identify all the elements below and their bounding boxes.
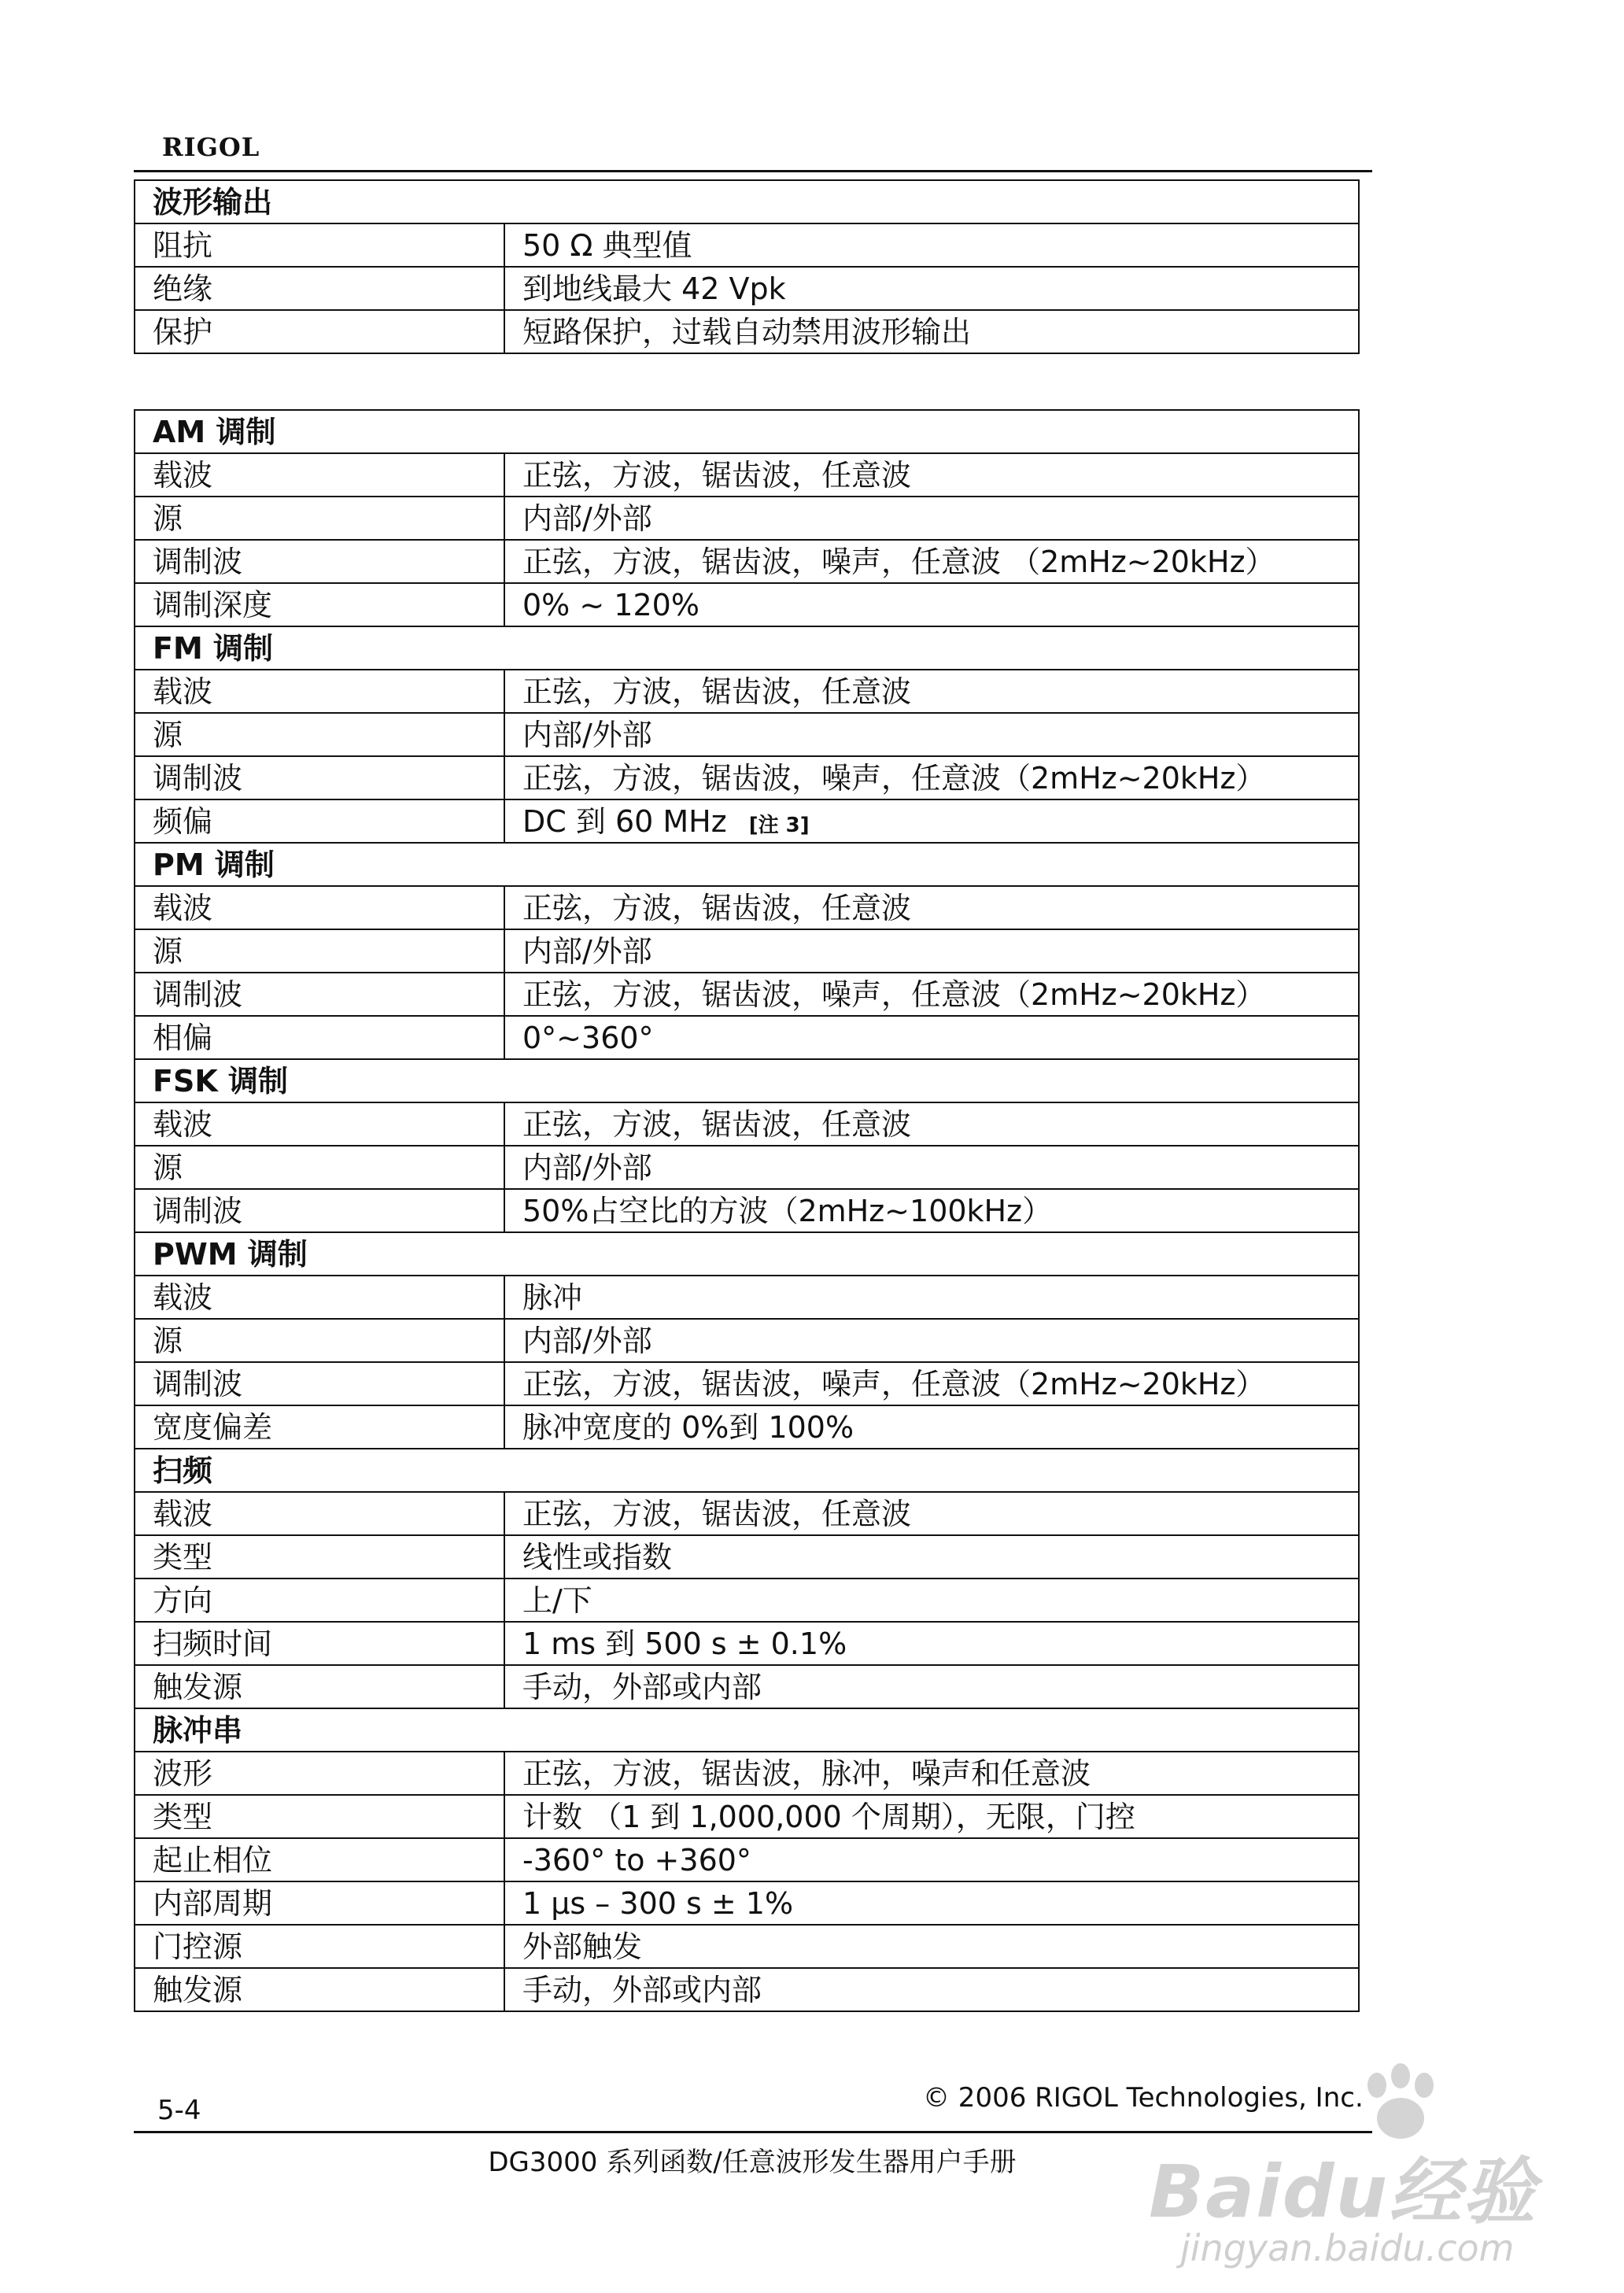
spec-row [135, 1881, 1359, 1925]
spec-value: 0% ~ 120% [522, 587, 699, 622]
spec-row [135, 540, 1359, 583]
spec-value: 手动，外部或内部 [522, 1972, 762, 2007]
spec-value-cell [504, 1492, 1359, 1535]
spec-row [135, 1925, 1359, 1968]
spec-row [135, 1665, 1359, 1708]
waveform-output-table-body [135, 180, 1359, 353]
spec-value: 正弦，方波，锯齿波，任意波 [522, 674, 912, 709]
modulation-spec-table-body [135, 410, 1359, 2011]
spec-value: 内部/外部 [522, 933, 652, 969]
section-title: PWM 调制 [135, 1232, 1359, 1276]
spec-row [135, 756, 1359, 799]
spec-label: 载波 [135, 886, 504, 929]
spec-value: 计数 （1 到 1,000,000 个周期），无限，门控 [522, 1799, 1135, 1834]
spec-row [135, 1838, 1359, 1881]
spec-value-cell [504, 1276, 1359, 1319]
spec-value-cell [504, 1795, 1359, 1838]
spec-label: 调制波 [135, 756, 504, 799]
spec-value: 0°~360° [522, 1020, 654, 1055]
spec-value-cell [504, 886, 1359, 929]
spec-value: 手动，外部或内部 [522, 1669, 762, 1704]
spec-row [135, 1968, 1359, 2011]
spec-value: 50%占空比的方波（2mHz~100kHz） [522, 1193, 1053, 1228]
spec-label: 触发源 [135, 1968, 504, 2011]
spec-row [135, 799, 1359, 843]
spec-row [135, 1276, 1359, 1319]
watermark [1149, 2062, 1589, 2274]
manual-title: DG3000 系列函数/任意波形发生器用户手册 [488, 2147, 1017, 2178]
spec-value: -360° to +360° [522, 1842, 751, 1878]
spec-value-cell [504, 799, 1359, 843]
section-header-row [135, 180, 1359, 223]
spec-value: 脉冲宽度的 0%到 100% [522, 1409, 854, 1445]
spec-row [135, 310, 1359, 353]
spec-value: 正弦，方波，锯齿波，脉冲，噪声和任意波 [522, 1756, 1091, 1791]
spec-value-cell [504, 973, 1359, 1016]
spec-value: 内部/外部 [522, 1150, 652, 1185]
spec-label: 方向 [135, 1579, 504, 1622]
spec-row [135, 1362, 1359, 1405]
spec-value-cell [504, 1102, 1359, 1146]
spec-label: 调制波 [135, 540, 504, 583]
spec-value: 正弦，方波，锯齿波，噪声，任意波（2mHz~20kHz） [522, 977, 1266, 1012]
spec-row [135, 267, 1359, 310]
spec-row [135, 1016, 1359, 1059]
spec-label: 类型 [135, 1795, 504, 1838]
spec-value-cell [504, 1016, 1359, 1059]
spec-label: 源 [135, 497, 504, 540]
spec-value: 脉冲 [522, 1279, 583, 1315]
section-header-row [135, 1232, 1359, 1276]
spec-row [135, 713, 1359, 756]
spec-value-cell [504, 1535, 1359, 1579]
spec-value: 50 Ω 典型值 [522, 227, 692, 263]
spec-value-cell [504, 540, 1359, 583]
spec-label: 载波 [135, 1102, 504, 1146]
spec-value: 上/下 [522, 1582, 592, 1618]
spec-value-cell [504, 713, 1359, 756]
spec-row [135, 1622, 1359, 1665]
spec-value: 正弦，方波，锯齿波，任意波 [522, 1106, 912, 1142]
spec-row [135, 1319, 1359, 1362]
spec-value: 正弦，方波，锯齿波，任意波 [522, 1496, 912, 1531]
spec-value-cell [504, 223, 1359, 267]
spec-value: 到地线最大 42 Vpk [522, 271, 786, 306]
spec-value-cell [504, 670, 1359, 713]
spec-value-cell [504, 1665, 1359, 1708]
spec-value-cell [504, 1622, 1359, 1665]
spec-value: 线性或指数 [522, 1539, 673, 1575]
spec-row [135, 1579, 1359, 1622]
spec-value-cell [504, 1925, 1359, 1968]
spec-value-cell [504, 1881, 1359, 1925]
section-title: 波形输出 [135, 180, 1359, 223]
spec-label: 阻抗 [135, 223, 504, 267]
spec-label: 波形 [135, 1752, 504, 1795]
spec-row [135, 1102, 1359, 1146]
section-header-row [135, 843, 1359, 886]
spec-label: 源 [135, 1146, 504, 1189]
spec-row [135, 583, 1359, 626]
watermark-logo: Baidu经验 [1149, 2150, 1537, 2234]
section-header-row [135, 1708, 1359, 1752]
spec-label: 相偏 [135, 1016, 504, 1059]
spec-value: 正弦，方波，锯齿波，噪声，任意波（2mHz~20kHz） [522, 1366, 1266, 1401]
spec-value: 正弦，方波，锯齿波，任意波 [522, 457, 912, 493]
spec-value-cell [504, 1405, 1359, 1449]
footnote-ref: [注 3] [748, 813, 810, 837]
spec-value: 内部/外部 [522, 1323, 652, 1358]
spec-row [135, 1492, 1359, 1535]
spec-value-cell [504, 1579, 1359, 1622]
spec-value-cell [504, 1838, 1359, 1881]
section-title: FM 调制 [135, 626, 1359, 670]
spec-value: 1 ms 到 500 s ± 0.1% [522, 1626, 847, 1661]
spec-row [135, 223, 1359, 267]
spec-label: 载波 [135, 453, 504, 497]
spec-label: 内部周期 [135, 1881, 504, 1925]
header-rule [134, 170, 1372, 172]
spec-value: 正弦，方波，锯齿波，噪声，任意波（2mHz~20kHz） [522, 760, 1266, 796]
spec-value-cell [504, 1968, 1359, 2011]
spec-value: 内部/外部 [522, 500, 652, 536]
spec-value-cell [504, 1752, 1359, 1795]
spec-label: 门控源 [135, 1925, 504, 1968]
spec-value: DC 到 60 MHz [522, 803, 727, 839]
spec-label: 载波 [135, 670, 504, 713]
spec-value: 外部触发 [522, 1929, 643, 1964]
spec-label: 源 [135, 929, 504, 973]
spec-row [135, 453, 1359, 497]
spec-row [135, 1405, 1359, 1449]
section-header-row [135, 626, 1359, 670]
spec-row [135, 929, 1359, 973]
copyright-notice: © 2006 RIGOL Technologies, Inc. [923, 2082, 1364, 2114]
spec-value-cell [504, 267, 1359, 310]
spec-value: 正弦，方波，锯齿波，噪声，任意波 （2mHz~20kHz） [522, 544, 1275, 579]
spec-row [135, 1146, 1359, 1189]
spec-label: 源 [135, 713, 504, 756]
spec-value: 内部/外部 [522, 717, 652, 752]
spec-row [135, 1189, 1359, 1232]
spec-value-cell [504, 756, 1359, 799]
spec-label: 触发源 [135, 1665, 504, 1708]
spec-row [135, 670, 1359, 713]
spec-value-cell [504, 1146, 1359, 1189]
spec-label: 绝缘 [135, 267, 504, 310]
spec-value-cell [504, 310, 1359, 353]
spec-value-cell [504, 1189, 1359, 1232]
section-title: AM 调制 [135, 410, 1359, 453]
spec-label: 调制波 [135, 1189, 504, 1232]
spec-value-cell [504, 929, 1359, 973]
spec-label: 调制深度 [135, 583, 504, 626]
modulation-spec-table [134, 409, 1360, 2012]
spec-row [135, 973, 1359, 1016]
spec-label: 载波 [135, 1276, 504, 1319]
spec-row [135, 1752, 1359, 1795]
spec-label: 类型 [135, 1535, 504, 1579]
spec-label: 起止相位 [135, 1838, 504, 1881]
section-title: PM 调制 [135, 843, 1359, 886]
spec-label: 源 [135, 1319, 504, 1362]
spec-label: 载波 [135, 1492, 504, 1535]
spec-label: 扫频时间 [135, 1622, 504, 1665]
spec-label: 保护 [135, 310, 504, 353]
spec-value: 1 µs – 300 s ± 1% [522, 1885, 794, 1921]
section-title: 扫频 [135, 1449, 1359, 1492]
spec-value-cell [504, 1319, 1359, 1362]
spec-value: 正弦，方波，锯齿波，任意波 [522, 890, 912, 925]
spec-value-cell [504, 1362, 1359, 1405]
spec-row [135, 1795, 1359, 1838]
spec-label: 调制波 [135, 1362, 504, 1405]
spec-value-cell [504, 583, 1359, 626]
watermark-url: jingyan.baidu.com [1180, 2227, 1515, 2269]
spec-row [135, 886, 1359, 929]
spec-value-cell [504, 497, 1359, 540]
section-header-row [135, 1059, 1359, 1102]
spec-value: 短路保护，过载自动禁用波形输出 [522, 314, 972, 349]
waveform-output-table [134, 179, 1360, 354]
section-header-row [135, 410, 1359, 453]
spec-label: 频偏 [135, 799, 504, 843]
spec-label: 调制波 [135, 973, 504, 1016]
spec-row [135, 1535, 1359, 1579]
section-header-row [135, 1449, 1359, 1492]
page-number: 5-4 [157, 2095, 201, 2126]
spec-label: 宽度偏差 [135, 1405, 504, 1449]
section-title: FSK 调制 [135, 1059, 1359, 1102]
spec-value-cell [504, 453, 1359, 497]
section-title: 脉冲串 [135, 1708, 1359, 1752]
spec-row [135, 497, 1359, 540]
brand-logo: RIGOL [162, 132, 260, 162]
